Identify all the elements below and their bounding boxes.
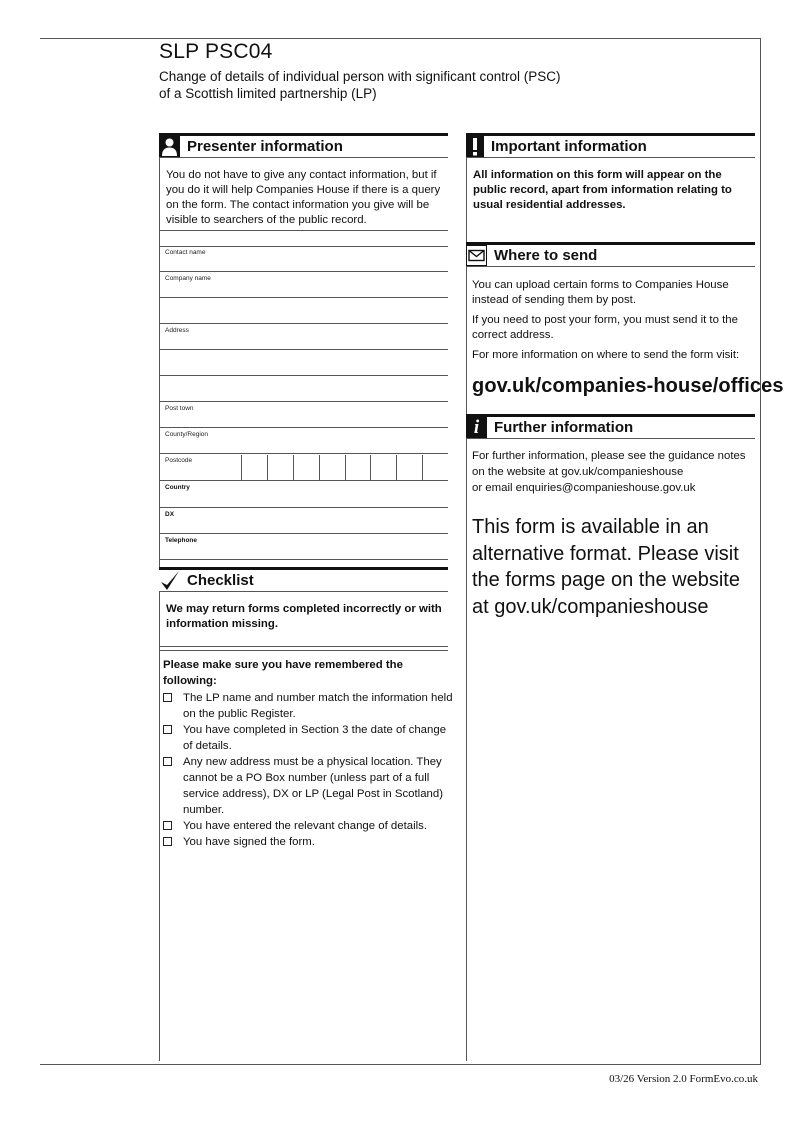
where-to-send-section-header — [466, 242, 755, 267]
contact-name-label: Contact name — [165, 249, 206, 256]
postcode-char-box[interactable] — [422, 455, 448, 481]
postcode-char-box[interactable] — [267, 455, 293, 481]
important-title: Important information — [491, 138, 647, 155]
field-top-rule — [159, 246, 448, 247]
checklist-item: You have completed in Section 3 the date of change of details. — [163, 722, 453, 754]
telephone-label: Telephone — [165, 537, 198, 544]
checklist-intro: Please make sure you have remembered the following: — [163, 659, 403, 687]
checkbox-icon[interactable] — [163, 837, 172, 846]
postcode-char-box[interactable] — [345, 455, 371, 481]
checklist-divider — [159, 650, 448, 651]
checkmark-icon — [159, 570, 180, 591]
checklist-item: The LP name and number match the information held on the public Register. — [163, 690, 453, 722]
envelope-icon — [466, 245, 487, 266]
post-town-field[interactable] — [159, 402, 448, 428]
postcode-char-box[interactable] — [396, 455, 422, 481]
address-field-2[interactable] — [159, 350, 448, 376]
form-subtitle — [159, 68, 619, 102]
checkbox-icon[interactable] — [163, 693, 172, 702]
presenter-title: Presenter information — [187, 138, 343, 155]
post-town-label: Post town — [165, 405, 194, 412]
address-field-3[interactable] — [159, 376, 448, 402]
checklist-title: Checklist — [187, 572, 254, 589]
where-to-send-body — [466, 273, 755, 368]
where-to-send-title: Where to send — [494, 247, 598, 264]
postcode-char-box[interactable] — [293, 455, 319, 481]
company-name-field[interactable] — [159, 272, 448, 298]
county-field[interactable] — [159, 428, 448, 454]
checklist-item: Any new address must be a physical location. They cannot be a PO Box number (unless part of a full service address), DX or LP (Legal Post in Scotland) number. — [163, 754, 453, 818]
further-info-section-header — [466, 414, 755, 439]
subtitle-line-1: Change of details of individual person with significant control (PSC) — [159, 69, 561, 84]
checkbox-icon[interactable] — [163, 725, 172, 734]
postcode-label: Postcode — [165, 457, 193, 464]
county-label: County/Region — [165, 431, 208, 438]
country-label: Country — [165, 484, 190, 491]
bottom-rule — [40, 1064, 761, 1065]
exclamation-icon — [466, 136, 484, 157]
postcode-char-box[interactable] — [319, 455, 345, 481]
further-info-line-3: or email enquiries@companieshouse.gov.uk — [472, 482, 696, 494]
country-field[interactable] — [159, 481, 448, 508]
telephone-field[interactable] — [159, 534, 448, 560]
postcode-boxes — [241, 455, 448, 481]
postcode-char-box[interactable] — [241, 455, 267, 481]
dx-field[interactable] — [159, 508, 448, 534]
offices-link[interactable]: gov.uk/companies-house/offices — [472, 375, 784, 397]
checkbox-icon[interactable] — [163, 757, 172, 766]
further-info-line-2: on the website at gov.uk/companieshouse — [472, 466, 684, 478]
info-icon: i — [466, 417, 487, 438]
important-text: All information on this form will appear on the public record, apart from information relating to usual residential addresses. — [466, 163, 755, 231]
important-section-header — [466, 133, 755, 158]
company-name-field-2[interactable] — [159, 298, 448, 324]
further-info-title: Further information — [494, 419, 634, 436]
where-to-send-p2: If you need to post your form, you must send it to the correct address. — [472, 314, 738, 341]
footer-version: 03/26 Version 2.0 FormEvo.co.uk — [609, 1073, 758, 1085]
checklist-body — [163, 657, 453, 850]
checkbox-icon[interactable] — [163, 821, 172, 830]
presenter-section-header — [159, 133, 448, 158]
checklist-item: You have signed the form. — [163, 834, 453, 850]
contact-name-field[interactable] — [159, 246, 448, 272]
subtitle-line-2: of a Scottish limited partnership (LP) — [159, 86, 377, 101]
checklist-section-header — [159, 567, 448, 592]
further-info-body — [466, 443, 755, 501]
where-to-send-p3: For more information on where to send the form visit: — [472, 349, 740, 361]
presenter-intro: You do not have to give any contact information, but if you do it will help Companies House if there is a query on the form. The contact information you give will be visible to searchers of the public record. — [159, 163, 448, 231]
address-label: Address — [165, 327, 189, 334]
form-code: SLP PSC04 — [159, 40, 273, 63]
checklist-warning: We may return forms completed incorrectly or with information missing. — [159, 597, 448, 647]
company-name-label: Company name — [165, 275, 211, 282]
top-rule — [40, 38, 761, 39]
person-icon — [159, 136, 180, 157]
further-info-line-1: For further information, please see the guidance notes — [472, 450, 746, 462]
address-field[interactable] — [159, 324, 448, 350]
dx-label: DX — [165, 511, 175, 518]
where-to-send-p1: You can upload certain forms to Companies House instead of sending them by post. — [472, 279, 729, 306]
alternative-format-notice: This form is available in an alternative format. Please visit the forms page on the website at gov.uk/companieshouse — [472, 516, 740, 618]
checklist-item: You have entered the relevant change of details. — [163, 818, 453, 834]
postcode-char-box[interactable] — [370, 455, 396, 481]
